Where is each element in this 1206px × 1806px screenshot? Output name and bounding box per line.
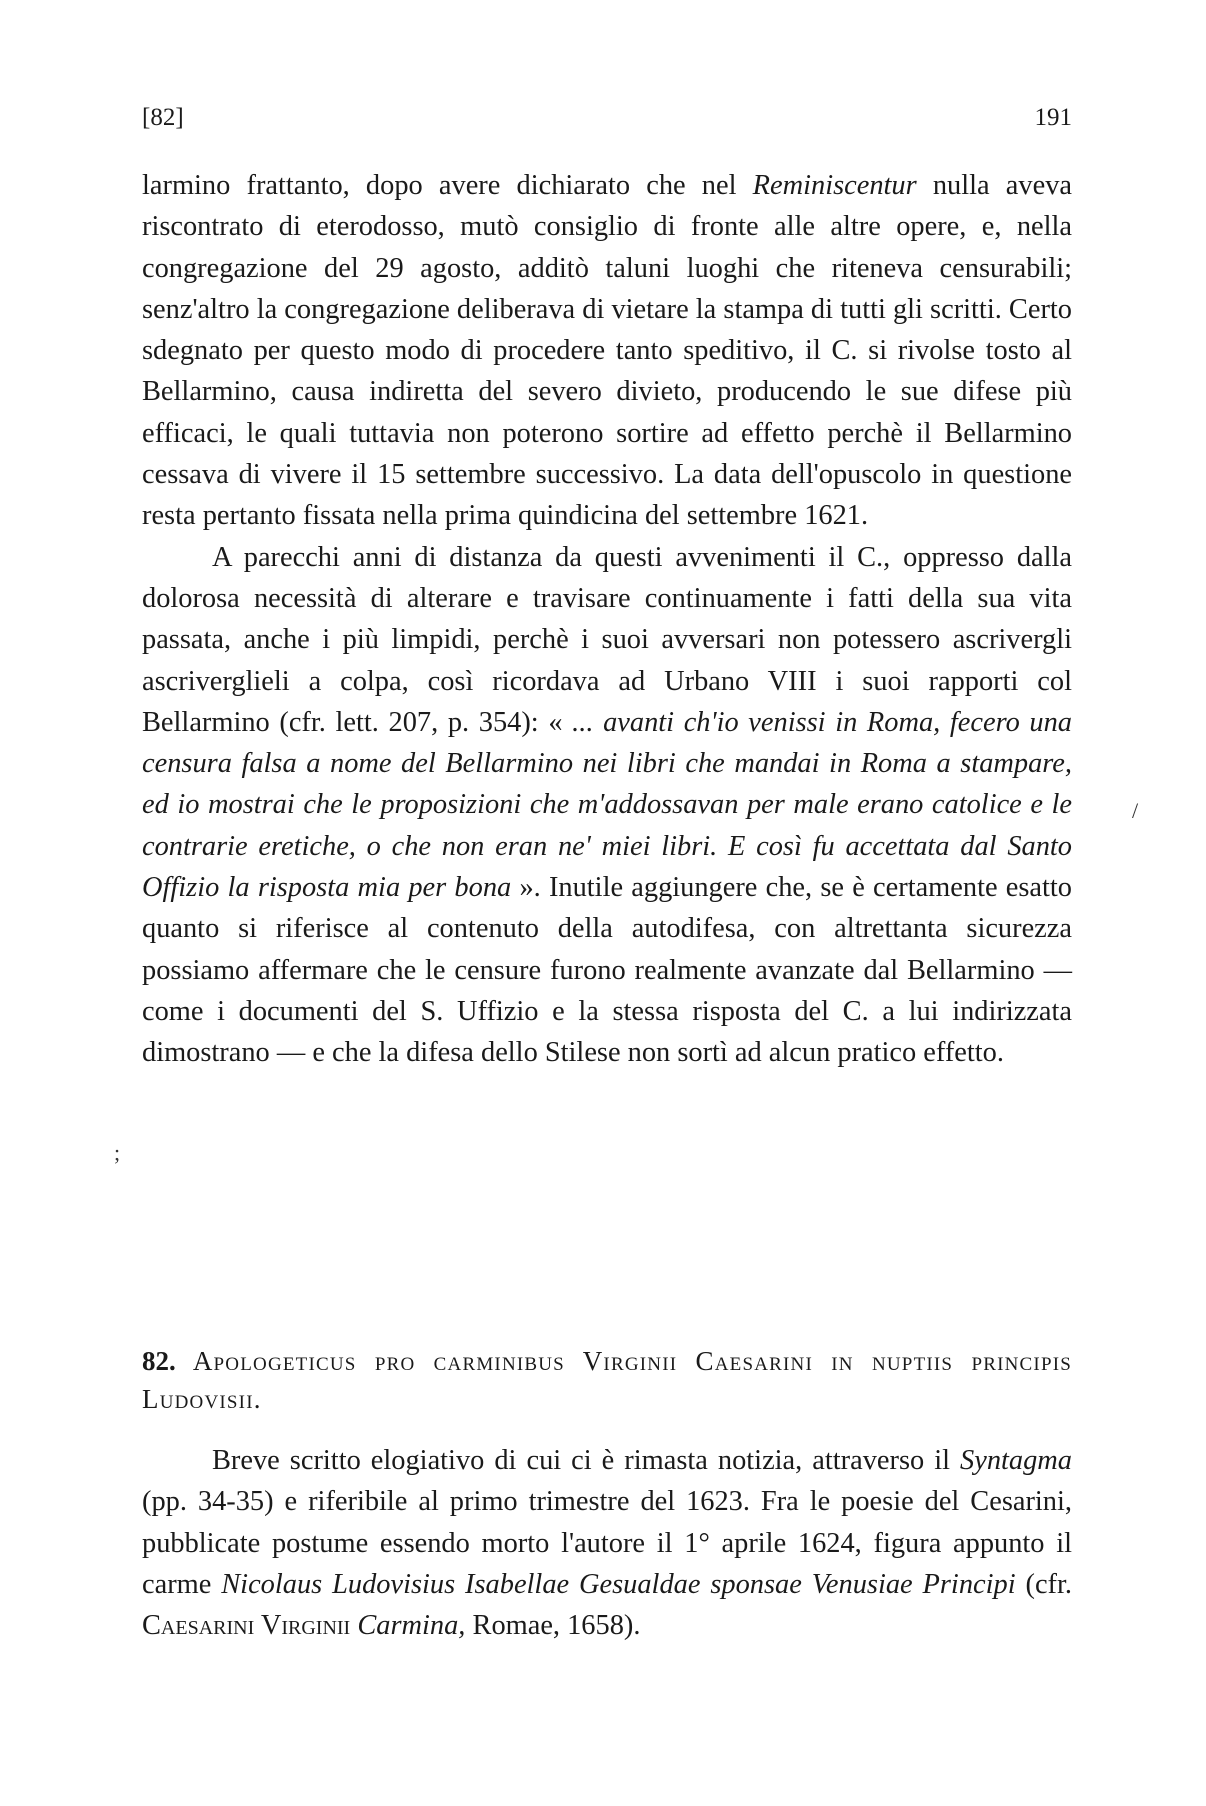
paragraph-3 [142,1440,1072,1646]
p2-quotation: ... avanti ch'io venissi in Roma, fecero una censura falsa a nome del Bellarmino nei libri che mandai in Roma a stampare, ed io mostrai che le proposizioni che m'addossavan per male erano catolice e le contrarie eretiche, o che non eran ne' miei libri. E così fu accettata dal Santo Offizio la risposta mia per bona [142,706,1073,904]
p3-smallcaps-author: Caesarini Virginii [142,1610,351,1642]
section-number: 82. [142,1346,176,1376]
section-marker: [82] [142,104,184,131]
p2-text-b: ». Inutile aggiungere che, se è certamente esatto quanto si riferisce al contenuto della autodifesa, con altrettanta sicurezza possiamo affermare che le censure furono realmente avanzate dal Bellarmino — come i documenti del S. Uffizio e la stessa risposta del C. a lui indirizzata dimostrano — e che la difesa dello Stilese non sortì ad alcun pratico effetto. [142,872,1072,1069]
page-number: 191 [1034,104,1072,131]
main-text [142,165,1072,1074]
p1-text-a: larmino frattanto, dopo avere dichiarato che nel [142,170,753,201]
p3-text-a: Breve scritto elogiativo di cui ci è rimasta notizia, attraverso il [212,1445,961,1476]
p3-text-c: (cfr. [1015,1568,1072,1600]
p3-italic-carme: Nicolaus Ludovisius Isabellae Gesualdae sponsae Venusiae Principi [221,1568,1016,1600]
section-body [142,1440,1072,1646]
p1-text-b: nulla aveva riscontrato di eterodosso, mutò consiglio di fronte alle altre opere, e, nella congregazione del 29 agosto, additò taluni luoghi che riteneva censurabili; senz'altro la congregazione deliberava di vietare la stampa di tutti gli scritti. Certo sdegnato per questo modo di procedere tanto speditivo, il C. si rivolse tosto al Bellarmino, causa indiretta del severo divieto, producendo le sue difese più efficaci, le quali tuttavia non poterono sortire ad effetto perchè il Bellarmino cessava di vivere il 15 settembre successivo. La data dell'opuscolo in questione resta pertanto fissata nella prima quindicina del settembre 1621. [142,170,1072,532]
p3-text-e: Romae, 1658). [465,1610,641,1642]
paragraph-2 [142,537,1072,1074]
p3-text-b: (pp. 34-35) e riferibile al primo trimestre del 1623. Fra le poesie del Cesarini, pubblicate postume essendo morto l'autore il 1° aprile 1624, figura appunto il carme [142,1486,1072,1600]
section-title: Apologeticus pro carminibus Virginii Caesarini in nuptiis principis Ludovisii. [142,1346,1073,1414]
running-header [142,104,1072,138]
margin-mark-1: / [1132,798,1139,823]
p1-italic-title: Reminiscentur [752,170,917,201]
margin-mark-2: ; [114,1140,121,1165]
paragraph-1 [142,165,1072,537]
section-heading [142,1342,1072,1418]
p3-italic-carmina: Carmina, [357,1610,466,1642]
p3-italic-syntagma: Syntagma [960,1445,1072,1476]
p2-text-a: A parecchi anni di distanza da questi avvenimenti il C., oppresso dalla dolorosa necessità di alterare e travisare continuamente i fatti della sua vita passata, anche i più limpidi, perchè i suoi avversari non potessero ascrivergli ascriverglieli a colpa, così ricordava ad Urbano VIII i suoi rapporti col Bellarmino (cfr. lett. 207, p. 354): « [142,541,1072,738]
